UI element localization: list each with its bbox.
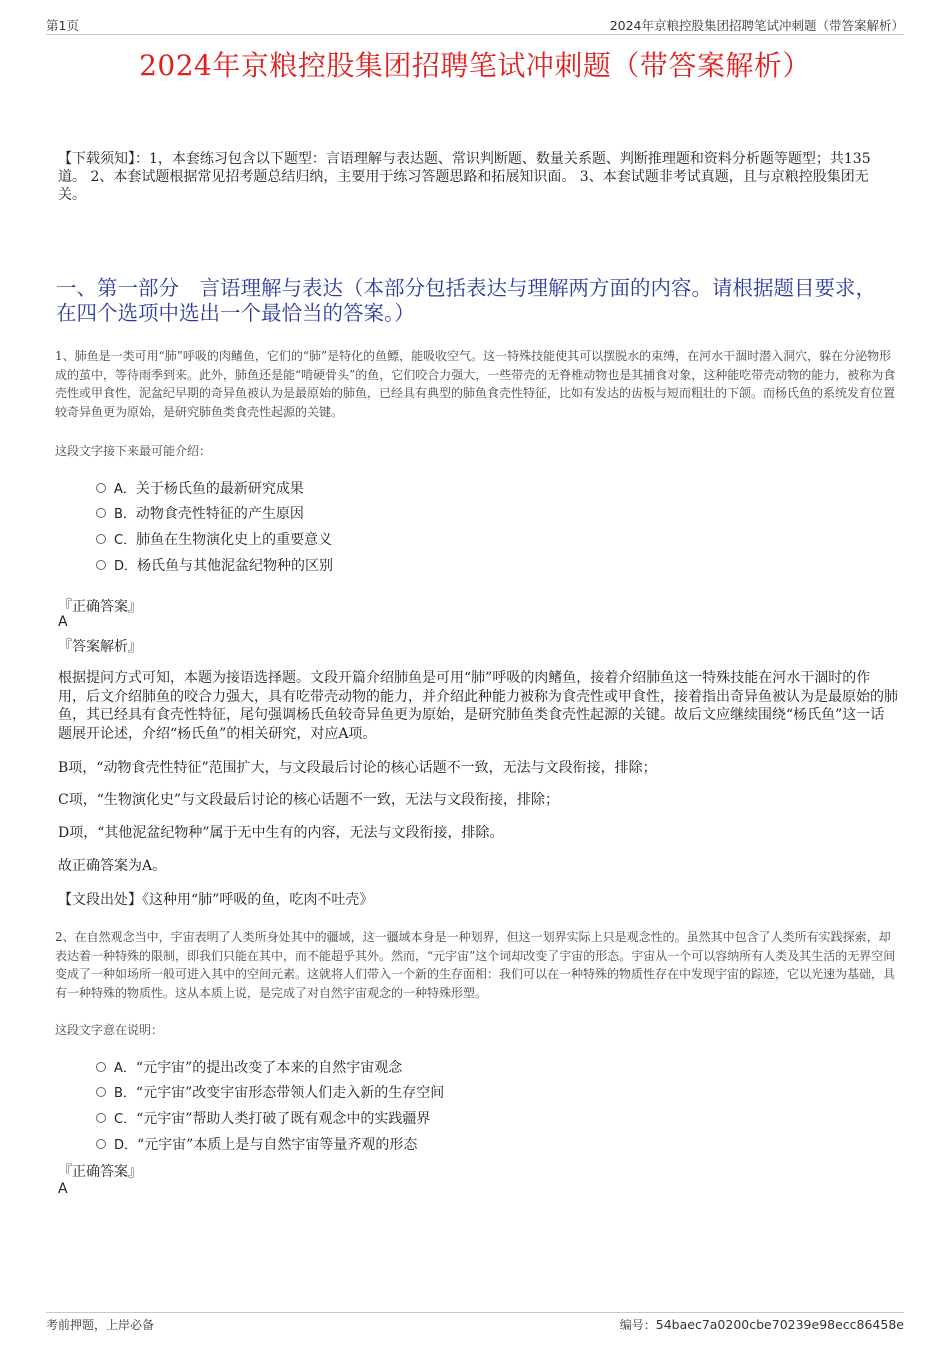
radio-icon[interactable] [96, 1087, 106, 1097]
q1-conclusion: 故正确答案为A。 [58, 858, 167, 874]
q2-answer: A [58, 1181, 68, 1197]
q1-analysis-main: 根据提问方式可知，本题为接语选择题。文段开篇介绍肺鱼是可用“肺”呼吸的肉鳍鱼，接着介绍肺鱼这一特殊技能在河水干涸时的作用，后文介绍肺鱼的咬合力强大，具有吃带壳动物的能力，并介绍此种能力被称为食壳性或甲食性，接着指出奇异鱼被认为是最原始的肺鱼，其已经具有食壳性特征，尾句强调杨氏鱼较奇异鱼更为原始，是研究肺鱼类食壳性起源的关键。故后文应继续围绕“杨氏鱼”这一话题展开论述，介绍“杨氏鱼”的相关研究，对应A项。 [58, 670, 898, 742]
q1-answer: A [58, 614, 68, 630]
document-title: 2024年京粮控股集团招聘笔试冲刺题（带答案解析） [139, 49, 811, 82]
q1-analysis-d: D项，“其他泥盆纪物种”属于无中生有的内容，无法与文段衔接，排除。 [58, 825, 504, 841]
q1-analysis-c: C项，“生物演化史”与文段最后讨论的核心话题不一致，无法与文段衔接，排除； [58, 792, 560, 808]
q1-answer-label: 『正确答案』 [58, 599, 142, 615]
q1-source: 【文段出处】《这种用“肺”呼吸的鱼，吃肉不吐壳》 [58, 892, 374, 908]
document-code: 编号：54baec7a0200cbe70239e98ecc86458e [619, 1317, 904, 1332]
q1-option-a[interactable]: A．关于杨氏鱼的最新研究成果 [96, 478, 304, 498]
radio-icon[interactable] [96, 508, 106, 518]
radio-icon[interactable] [96, 534, 106, 544]
q1-analysis-b: B项，“动物食壳性特征”范围扩大，与文段最后讨论的核心话题不一致，无法与文段衔接，排除； [58, 760, 657, 776]
radio-icon[interactable] [96, 1139, 106, 1149]
q1-option-b[interactable]: B．动物食壳性特征的产生原因 [96, 503, 304, 523]
q2-option-c[interactable]: C．“元宇宙”帮助人类打破了既有观念中的实践疆界 [96, 1108, 430, 1128]
q2-option-b[interactable]: B．“元宇宙”改变宇宙形态带领人们走入新的生存空间 [96, 1082, 444, 1102]
q2-answer-label: 『正确答案』 [58, 1164, 142, 1180]
footer-slogan: 考前押题，上岸必备 [46, 1318, 155, 1332]
q2-option-d[interactable]: D．“元宇宙”本质上是与自然宇宙等量齐观的形态 [96, 1134, 417, 1154]
question-1-text: 1、肺鱼是一类可用“肺”呼吸的肉鳍鱼，它们的“肺”是特化的鱼鳔，能吸收空气。这一特殊技能使其可以摆脱水的束缚，在河水干涸时潜入洞穴，躲在分泌物形成的茧中，等待雨季到来。此外，肺鱼还是能“啃硬骨头”的鱼，它们咬合力强大，一些带壳的无脊椎动物也是其捕食对象，这种能吃带壳动物的能力，被称为食壳性或甲食性，泥盆纪早期的奇异鱼被认为是最原始的肺鱼，已经具有典型的肺鱼食壳性特征，比如有发达的齿板与短而粗壮的下颌。而杨氏鱼的系统发育位置较奇异鱼更为原始，是研究肺鱼类食壳性起源的关键。 [55, 349, 896, 419]
q1-option-c[interactable]: C．肺鱼在生物演化史上的重要意义 [96, 529, 332, 549]
q1-option-d[interactable]: D．杨氏鱼与其他泥盆纪物种的区别 [96, 555, 333, 575]
q2-option-a[interactable]: A．“元宇宙”的提出改变了本来的自然宇宙观念 [96, 1057, 402, 1077]
question-1-prompt: 这段文字接下来最可能介绍： [55, 444, 212, 458]
download-notice: 【下载须知】：1，本套练习包含以下题型：言语理解与表达题、常识判断题、数量关系题、判断推理题和资料分析题等题型；共135道。 2、本套试题根据常见招考题总结归纳，主要用于练习答题思路和拓展知识面。 3、本套试题非考试真题，且与京粮控股集团无关。 [58, 151, 871, 203]
radio-icon[interactable] [96, 560, 106, 570]
page-footer [46, 1312, 904, 1331]
question-2-prompt: 这段文字意在说明： [55, 1023, 164, 1037]
radio-icon[interactable] [96, 483, 106, 493]
header-doc-title: 2024年京粮控股集团招聘笔试冲刺题（带答案解析） [609, 18, 904, 33]
page-header [46, 14, 904, 35]
question-2-text: 2、在自然观念当中，宇宙表明了人类所身处其中的疆域，这一疆域本身是一种划界，但这一划界实际上只是观念性的。虽然其中包含了人类所有实践探索，却表达着一种特殊的限制，即我们只能在其中，而不能超乎其外。然而，“元宇宙”这个词却改变了宇宙的形态。宇宙从一个可以容纳所有人类及其生活的无界空间变成了一种如场所一般可进入其中的空间元素。这就将人们带入一个新的生存面相：我们可以在一种特殊的物质性存在中发现宇宙的踪迹，它以光速为基础，具有一种特殊的物质性。这从本质上说，是完成了对自然宇宙观念的一种特殊形塑。 [55, 930, 896, 1000]
section-heading: 一、第一部分 言语理解与表达（本部分包括表达与理解两方面的内容。请根据题目要求，在四个选项中选出一个最恰当的答案。） [56, 276, 876, 325]
radio-icon[interactable] [96, 1113, 106, 1123]
radio-icon[interactable] [96, 1062, 106, 1072]
q1-analysis-label: 『答案解析』 [58, 639, 142, 655]
page-number: 第1页 [46, 18, 79, 33]
